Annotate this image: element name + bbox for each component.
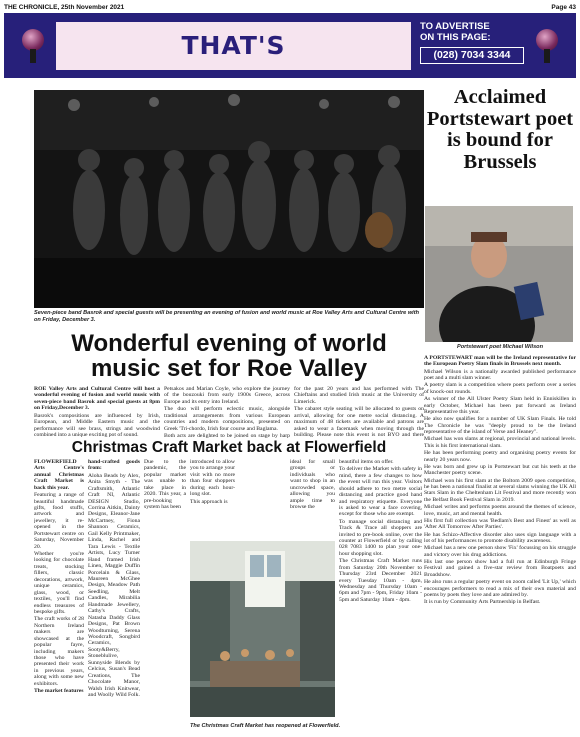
craft-col-5: ideal for small groups or individuals who want to shop in an uncrowded space, allowing you ample time to browse the (290, 459, 335, 511)
poet-paragraph: A PORTSTEWART man will be the Ireland representative for the European Poetry Slam finals in Brussels next month. (424, 355, 576, 368)
poet-paragraph: Michael has won slams at regional, provincial and national levels. This is his first international slam. (424, 436, 576, 449)
main-story-col-3: for the past 20 years and has performed with The Chieftains and studied Irish music at the University of Limerick. The cabaret style seating will be allocated to guests on arrival, allowing for one metre social distancing. A maximum of 48 tickets are available and patrons are asked to wear a facemask when moving through the building. Please note this event is not BYO and there (294, 386, 424, 438)
advertise-box (420, 21, 524, 71)
poet-paragraph: Michael won his first slam at the Boltom 2009 open competition, he has been a national finalist at several slams winning the UK All Stars Slam in the Cheltenham Lit Festival and more recently won the Belfast Book Festival Slam in 2019. (424, 477, 576, 503)
section-title: THAT'S (56, 22, 411, 70)
craft-headline: Christmas Craft Market back at Flowerfield (71, 439, 387, 456)
craft-col-6: beautiful items on offer. To deliver the Market with safety in mind, there a few changes to how the event will run this year. Visitors should adhere to two metre social distancing and practice good hand and respiratory etiquette. Everyone is asked to wear a face covering, except for those who are exempt. To manage social distancing and Track & Trace all shoppers are invited to pre-book online, over the counter at Flowerfield or by calling 028 7083 1400 to plan your one-hour shopping slot. The Christmas Craft Market runs from Saturday 20th November to Thursday 23rd December 2021 every Tuesday 10am - 4pm, Wednesday and Thursday 10am - 6pm and 7pm - 9pm, Friday 10am - 5pm and Saturday 10am - 4pm. (339, 459, 422, 603)
main-headline: Wonderful evening of world music set for Roe Valley (71, 331, 387, 382)
poet-headline: Acclaimed Portstewart poet is bound for Brussels (426, 87, 574, 173)
craft-col-1: FLOWERFIELD Arts Centre's annual Christmas Craft Market is back this year. Featuring a range of beautiful handmade gifts, food stuffs, artwork and jewellery, it re-opened in the Portstewart centre on Saturday, November 20. Whether you're looking for chocolate treats, stocking fillers, classic decorations, artwork, unique ceramics, glass, wood, or textiles, you'll find endless treasures of bespoke gifts. The craft works of 28 Northern Ireland makers are showcased at the popular fayre, including makers those who have presented their work in previous years, along with some new exhibitors. The market features (34, 459, 84, 695)
running-header (4, 2, 576, 12)
craft-col-3: Due to the pandemic, the popular market was unable to take place in 2020. This year, a pre-booking system has been (144, 459, 186, 511)
poet-paragraph: He has been performing poetry and organising poetry events for nearly 20 years now. (424, 450, 576, 463)
poet-paragraph: A poetry slam is a competition where poets perform over a series of knock-out rounds. (424, 382, 576, 395)
advert-line-2: ON THIS PAGE: (420, 32, 491, 43)
poet-paragraph: As winner of the All Ulster Poetry Slam held in Enniskillen in early October, Michael has been put forward as Ireland Representative this year. (424, 396, 576, 416)
main-story-col-1: ROE Valley Arts and Cultural Centre will host a wonderful evening of fusion and world music with seven-piece band Basrok and special guests at 8pm on Friday,December 3. Basrok's compositions are influenced by Irish, European, and Middle Eastern music and the performance will see brass, strings and woodwind combined into a unique exciting pot of sound. (34, 386, 160, 438)
poet-paragraph: It is run by Community Arts Partnership in Belfast. (424, 599, 541, 606)
poet-story-body (424, 355, 576, 732)
page-number: Page 43 (551, 3, 576, 11)
microphone-icon (532, 29, 562, 63)
poet-paragraph: He was born and grew up in Portstewart but cut his teeth at the Manchester poetry scene. (424, 463, 576, 477)
band-photo-caption: Seven-piece band Basrok and special guests will be presenting an evening of fusion and world music at Roe Valley Arts and Cultural Centre with on Friday, December 3. (34, 310, 420, 323)
microphone-icon (18, 29, 48, 63)
poet-paragraph: His last one person show had a full run at Edinburgh Fringe Festival and gained a five-star review from Boatpoets and Broadshow. (424, 558, 576, 578)
craft-col-4: introduced to allow you to arrange your visit with no more than four shoppers during each hour-long slot. This approach is (190, 459, 235, 505)
craft-market-photo (190, 541, 335, 717)
advert-line-1: TO ADVERTISE (420, 21, 490, 32)
section-banner (4, 13, 576, 78)
poet-paragraph: Michael has a new one person show 'Fix' focussing on his struggle and victory over his drug addictions. (424, 545, 576, 558)
poet-paragraph: His first full collection was 'Bedlam's Best and Finest' as well as 'After All Tomorrow After Parties'. (424, 517, 576, 531)
publication-date: THE CHRONICLE, 25th November 2021 (4, 3, 125, 11)
poet-paragraph: He has Schizo-Affective disorder also uses sign language with a lot of his performances to promote disability awareness. (424, 531, 576, 544)
poet-paragraph: He also runs a regular poetry event on zoom called 'Lit Up,' which encourages performers to read a mix of their own material and poems by poets they love and are admired by. (424, 579, 576, 599)
main-story-col-2: Petsakos and Marian Coyle, who explore the journey of the bouzouki from early 1900s Greece, across Europe and its entry into Ireland. The duo will perform eclectic music, alongside traditional arrangements from various European countries and modern compositions, presented on Greek 'Tri-chordo, Irish four course and Baglama. Both acts are delighted to be joined on stage by harp (164, 386, 290, 438)
band-photo (34, 90, 424, 308)
craft-photo-caption: The Christmas Craft Market has reopened at Flowerfield. (190, 723, 341, 729)
poet-photo-caption: Portstewart poet Michael Wilson (456, 344, 544, 350)
advert-phone: (028) 7034 3344 (420, 47, 524, 64)
poet-paragraph: Michael writes and performs poems around the themes of science, love, music, art and mental health. (424, 504, 576, 517)
poet-photo (425, 206, 573, 342)
poet-paragraph: Michael Wilson is a nationally awarded published performance poet and a multi slam winner. (424, 368, 576, 382)
poet-paragraph: He also now qualifies for a number of UK Slam Finals. He told The Chronicle he was "deeply proud to be the Ireland representative of the island of Verse and Heaney". (424, 416, 576, 436)
craft-col-2: hand-crafted goods from: Aloha Beads by Alex, Anita Smyth - The Craftsmith, Atlantic Craft NI, Atlantic DESIGN Studio, Corrina Aitkin, Dainty Designs, Eleanor-Jane McCartney, Fiona Shannon Ceramics, Gail Kelly Printmaker, Linda, Rachel and Tara Lewis - Textile Artists, Lucy Turner Hand framed Irish Linen, Maggie Duffin Porcelain & Glass, Maureen McGhee Design, Meadow Path Seedling, Melt Candles, Mirabilia Handmade Jewellery, Cathy's Crafts, Natasha Daddy Glass Designs, Pat Brown Woodturning, Serena Woodcraft, Songbird Ceramics, Sooty&Berry, Stoneblulive, Sunnyside Blends by Celcius, Susan's Bead Creations, The Chocolate Manor, Walsh Irish Knitwear, and Woolly Wild Folk. (88, 459, 140, 699)
